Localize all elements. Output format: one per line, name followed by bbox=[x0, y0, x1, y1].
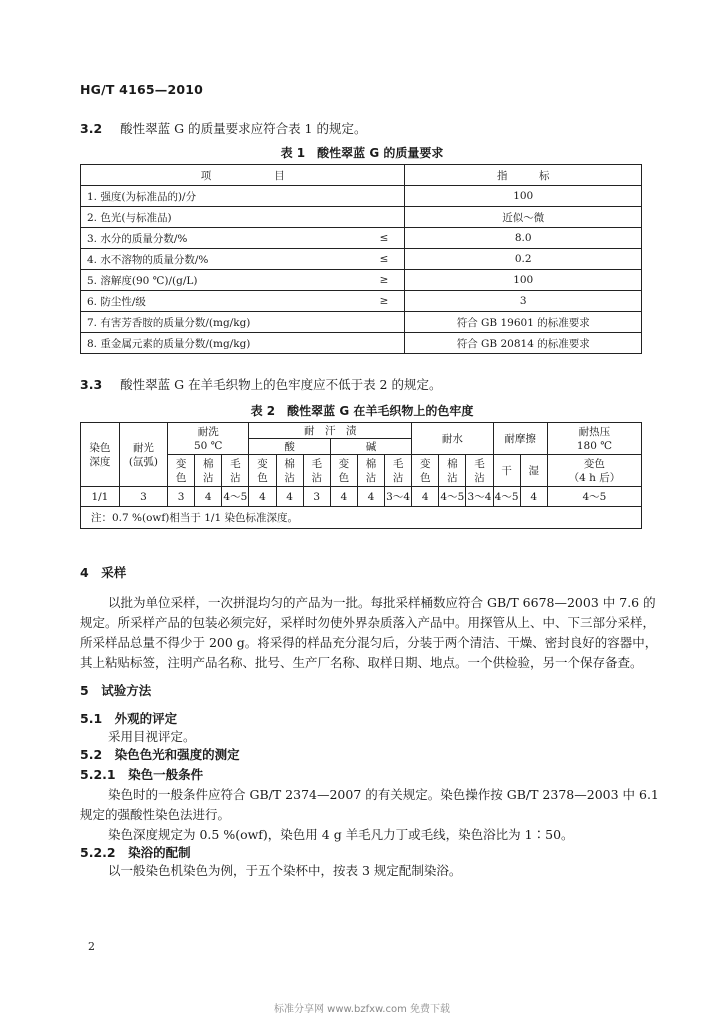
fastness-table bbox=[80, 422, 642, 529]
row-symbol bbox=[365, 333, 405, 354]
sub-cotton bbox=[439, 455, 466, 487]
paragraph-line: 采用目视评定。 bbox=[108, 729, 196, 744]
col-header-item: 项 目 bbox=[81, 165, 405, 186]
sub-change-char: 色 bbox=[338, 471, 350, 484]
table-row bbox=[81, 291, 642, 312]
row-symbol bbox=[365, 207, 405, 228]
sub-wool-char: 沾 bbox=[230, 471, 241, 484]
sub-press-line: 变色 bbox=[583, 457, 605, 470]
data-cell: 3～4 bbox=[466, 487, 493, 507]
table-row bbox=[81, 487, 642, 507]
paragraph-line: 所采样品总量不得少于 200 g。将采得的样品充分混匀后，分装于两个清洁、干燥、密封良好的容器中， bbox=[80, 635, 658, 650]
sub-wool-char: 毛 bbox=[474, 457, 485, 470]
row-symbol: ≥ bbox=[365, 270, 405, 291]
section-number: 3.3 bbox=[80, 377, 103, 392]
sub-cotton bbox=[195, 455, 222, 487]
h-acid: 酸 bbox=[249, 439, 330, 455]
section-5-2-2-title: 5.2.2 染浴的配制 bbox=[80, 845, 191, 860]
h-wash bbox=[168, 423, 249, 455]
paragraph-line: 染色时的一般条件应符合 GB/T 2374—2007 的有关规定。染色操作按 GB/T 2378—2003 中 6.1 bbox=[108, 787, 659, 802]
table1-caption: 表 1 酸性翠蓝 G 的质量要求 bbox=[280, 146, 444, 160]
h-alkali: 碱 bbox=[330, 439, 411, 455]
row-symbol: ≤ bbox=[365, 228, 405, 249]
section-number: 3.2 bbox=[80, 121, 103, 136]
row-value: 符合 GB 20814 的标准要求 bbox=[405, 333, 642, 354]
sub-cotton-char: 沾 bbox=[284, 471, 295, 484]
sub-change bbox=[330, 455, 357, 487]
sub-cotton-char: 棉 bbox=[365, 457, 377, 470]
row-symbol: ≤ bbox=[365, 249, 405, 270]
standard-code: HG/T 4165—2010 bbox=[80, 82, 204, 97]
h-light-line: (氙弧) bbox=[128, 455, 159, 468]
sub-wool bbox=[303, 455, 330, 487]
row-value: 近似～微 bbox=[405, 207, 642, 228]
row-value: 3 bbox=[405, 291, 642, 312]
table-row bbox=[81, 186, 642, 207]
sub-change bbox=[168, 455, 195, 487]
data-cell: 4 bbox=[412, 487, 439, 507]
data-cell: 3 bbox=[303, 487, 330, 507]
sub-change-char: 变 bbox=[338, 457, 350, 470]
section-5-title: 5 试验方法 bbox=[80, 683, 152, 698]
section-5-2-title: 5.2 染色色光和强度的测定 bbox=[80, 747, 240, 762]
paragraph-line: 规定的强酸性染色法进行。 bbox=[80, 807, 231, 822]
row-value: 100 bbox=[405, 186, 642, 207]
row-value: 100 bbox=[405, 270, 642, 291]
sub-wool-char: 沾 bbox=[474, 471, 485, 484]
sub-wool bbox=[385, 455, 412, 487]
row-symbol bbox=[365, 312, 405, 333]
h-rub: 耐摩擦 bbox=[493, 423, 547, 455]
section-5-1-title: 5.1 外观的评定 bbox=[80, 711, 178, 726]
page-number: 2 bbox=[88, 940, 95, 953]
h-depth bbox=[81, 423, 120, 487]
row-item: 6. 防尘性/级 bbox=[81, 291, 365, 312]
table-row bbox=[81, 333, 642, 354]
h-press-line: 180 ℃ bbox=[576, 439, 612, 452]
h-wash-line: 50 ℃ bbox=[193, 439, 223, 452]
data-cell: 4 bbox=[276, 487, 303, 507]
sub-change bbox=[412, 455, 439, 487]
table-row bbox=[81, 207, 642, 228]
row-value: 8.0 bbox=[405, 228, 642, 249]
paragraph-line: 以批为单位采样，一次拼混均匀的产品为一批。每批采样桶数应符合 GB/T 6678—2003 中 7.6 的 bbox=[108, 595, 656, 610]
row-item: 1. 强度(为标准品的)/分 bbox=[81, 186, 365, 207]
data-cell: 4 bbox=[195, 487, 222, 507]
paragraph-line: 染色深度规定为 0.5 %(owf)，染色用 4 g 羊毛凡力丁或毛线，染色浴比为 1∶50。 bbox=[108, 827, 574, 842]
data-cell: 4～5 bbox=[222, 487, 249, 507]
table-row bbox=[81, 270, 642, 291]
h-press bbox=[547, 423, 641, 455]
h-depth-line: 染色 bbox=[89, 441, 111, 454]
h-light-line: 耐光 bbox=[132, 441, 154, 454]
row-item: 8. 重金属元素的质量分数/(mg/kg) bbox=[81, 333, 365, 354]
sub-wool-char: 沾 bbox=[392, 471, 404, 484]
data-cell: 4 bbox=[249, 487, 276, 507]
data-cell: 4 bbox=[520, 487, 547, 507]
section-text: 酸性翠蓝 G 在羊毛织物上的色牢度应不低于表 2 的规定。 bbox=[120, 377, 442, 392]
footer-watermark: 标准分享网 www.bzfxw.com 免费下载 bbox=[274, 1004, 450, 1015]
sub-change-char: 变 bbox=[419, 457, 431, 470]
sub-wool-char: 毛 bbox=[392, 457, 404, 470]
row-symbol bbox=[365, 186, 405, 207]
h-light bbox=[119, 423, 167, 487]
h-press-line: 耐热压 bbox=[578, 425, 611, 438]
sub-dry: 干 bbox=[493, 455, 520, 487]
sub-wool-char: 毛 bbox=[311, 457, 322, 470]
paragraph-line: 其上粘贴标签，注明产品名称、批号、生产厂名称、取样日期、地点。一个供检验，另一个保存备查。 bbox=[80, 655, 643, 670]
table-note: 注：0.7 %(owf)相当于 1/1 染色标准深度。 bbox=[81, 507, 642, 529]
quality-table bbox=[80, 164, 642, 354]
row-value: 符合 GB 19601 的标准要求 bbox=[405, 312, 642, 333]
sub-wet: 湿 bbox=[520, 455, 547, 487]
section-3-2 bbox=[80, 120, 366, 138]
col-header-index: 指 标 bbox=[405, 165, 642, 186]
table-row bbox=[81, 312, 642, 333]
row-value: 0.2 bbox=[405, 249, 642, 270]
h-sweat: 耐 汗 渍 bbox=[249, 423, 412, 439]
header-row-1 bbox=[81, 423, 642, 439]
sub-change bbox=[249, 455, 276, 487]
table2-caption: 表 2 酸性翠蓝 G 在羊毛织物上的色牢度 bbox=[250, 404, 474, 418]
sub-cotton-char: 棉 bbox=[447, 457, 458, 470]
sub-wool-char: 沾 bbox=[311, 471, 322, 484]
table-note-row bbox=[81, 507, 642, 529]
sub-wool bbox=[222, 455, 249, 487]
sub-cotton-char: 棉 bbox=[284, 457, 295, 470]
sub-cotton bbox=[357, 455, 384, 487]
sub-change-char: 色 bbox=[257, 471, 268, 484]
h-water: 耐水 bbox=[412, 423, 493, 455]
sub-cotton-char: 沾 bbox=[202, 471, 214, 484]
sub-cotton-char: 沾 bbox=[447, 471, 458, 484]
data-cell: 4 bbox=[357, 487, 384, 507]
paragraph-line: 规定。所采样产品的包装必须完好，采样时勿使外界杂质落入产品中。用探管从上、中、下三部分采样， bbox=[80, 615, 656, 630]
table-row bbox=[81, 249, 642, 270]
data-cell: 4～5 bbox=[439, 487, 466, 507]
data-cell: 4～5 bbox=[547, 487, 641, 507]
data-cell: 4 bbox=[330, 487, 357, 507]
sub-cotton-char: 沾 bbox=[365, 471, 377, 484]
h-wash-line: 耐洗 bbox=[197, 425, 219, 438]
data-cell: 4～5 bbox=[493, 487, 520, 507]
sub-cotton bbox=[276, 455, 303, 487]
row-item: 3. 水分的质量分数/% bbox=[81, 228, 365, 249]
row-item: 2. 色光(与标准品) bbox=[81, 207, 365, 228]
section-3-3 bbox=[80, 376, 441, 394]
row-item: 5. 溶解度(90 ℃)/(g/L) bbox=[81, 270, 365, 291]
data-cell: 3 bbox=[168, 487, 195, 507]
table-header-row bbox=[81, 165, 642, 186]
section-4-title: 4 采样 bbox=[80, 565, 127, 580]
table-row bbox=[81, 228, 642, 249]
sub-wool bbox=[466, 455, 493, 487]
sub-change-char: 色 bbox=[419, 471, 431, 484]
section-text: 酸性翠蓝 G 的质量要求应符合表 1 的规定。 bbox=[120, 121, 367, 136]
row-item: 4. 水不溶物的质量分数/% bbox=[81, 249, 365, 270]
row-item: 7. 有害芳香胺的质量分数/(mg/kg) bbox=[81, 312, 365, 333]
data-cell: 3～4 bbox=[385, 487, 412, 507]
sub-change-char: 变 bbox=[257, 457, 268, 470]
sub-change-char: 色 bbox=[175, 471, 187, 484]
sub-cotton-char: 棉 bbox=[202, 457, 214, 470]
data-cell: 1/1 bbox=[81, 487, 120, 507]
sub-press bbox=[547, 455, 641, 487]
row-symbol: ≥ bbox=[365, 291, 405, 312]
sub-wool-char: 毛 bbox=[230, 457, 241, 470]
paragraph-line: 以一般染色机染色为例，于五个染杯中，按表 3 规定配制染浴。 bbox=[108, 863, 462, 878]
sub-press-line: （4 h 后） bbox=[568, 471, 621, 484]
h-depth-line: 深度 bbox=[89, 455, 111, 468]
section-5-2-1-title: 5.2.1 染色一般条件 bbox=[80, 767, 204, 782]
sub-change-char: 变 bbox=[175, 457, 187, 470]
data-cell: 3 bbox=[119, 487, 167, 507]
